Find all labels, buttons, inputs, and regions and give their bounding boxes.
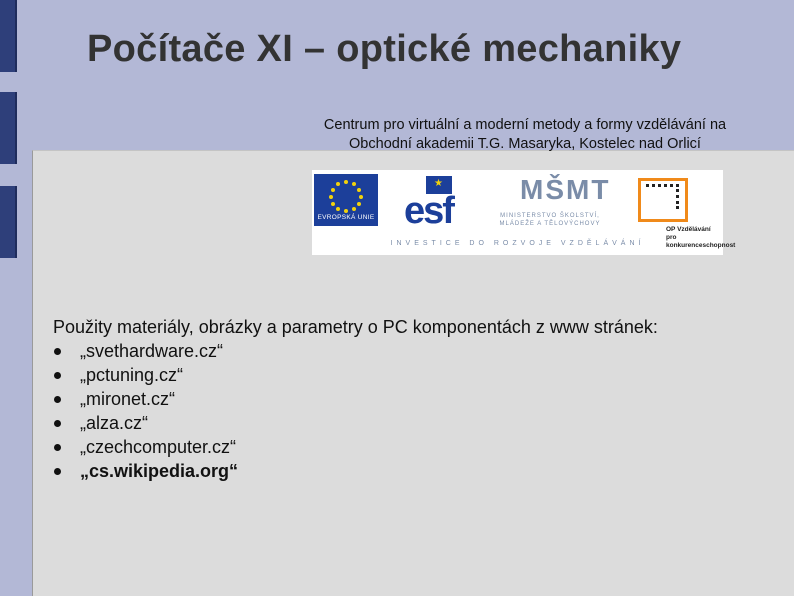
list-item (53, 435, 658, 459)
logo-banner (312, 170, 736, 255)
investice-tagline: INVESTICE DO ROZVOJE VZDĚLÁVÁNÍ (390, 240, 645, 247)
list-item (53, 363, 658, 387)
source-link: „svethardware.cz“ (80, 341, 224, 361)
msmt-label: MINISTERSTVO ŠKOLSTVÍ, MLÁDEŽE A TĚLOVÝCHOVY (499, 213, 601, 227)
eu-flag-logo (314, 174, 378, 226)
subtitle-line-1: Centrum pro virtuální a moderní metody a formy vzdělávání na (323, 117, 727, 133)
sources-intro: Použity materiály, obrázky a parametry o PC komponentách z www stránek: (53, 317, 658, 337)
bullet-icon (54, 348, 61, 355)
subtitle-line-2: Obchodní akademii T.G. Masaryka, Kostelec nad Orlicí (349, 136, 701, 152)
bullet-icon (54, 372, 61, 379)
list-item (53, 339, 658, 363)
op-label: OP Vzdělávání pro konkurenceschopnost (666, 226, 736, 249)
source-link: „czechcomputer.cz“ (80, 437, 237, 457)
slide-subtitle (270, 116, 780, 154)
source-link: „pctuning.cz“ (80, 365, 184, 385)
list-item (53, 411, 658, 435)
msmt-logo (490, 174, 610, 232)
left-decor-bar-1 (0, 0, 17, 72)
source-link: „cs.wikipedia.org“ (80, 461, 239, 481)
sources-list (53, 339, 658, 483)
eu-label: EVROPSKÁ UNIE (317, 214, 375, 221)
op-dots-icon (646, 184, 679, 209)
source-link: „alza.cz“ (80, 413, 149, 433)
bullet-icon (54, 420, 61, 427)
esf-label: esf (404, 190, 453, 232)
esf-logo (404, 176, 472, 232)
bullet-icon (54, 444, 61, 451)
slide-title: Počítače XI – optické mechaniky (87, 28, 682, 70)
op-logo (630, 174, 736, 249)
left-decor-bar-3 (0, 186, 17, 258)
sources-section (53, 315, 658, 483)
bullet-icon (54, 468, 61, 475)
bullet-icon (54, 396, 61, 403)
list-item (53, 387, 658, 411)
source-link: „mironet.cz“ (80, 389, 176, 409)
left-decor-bar-2 (0, 92, 17, 164)
list-item (53, 459, 658, 483)
msmt-mark: MŠMT (520, 174, 611, 205)
